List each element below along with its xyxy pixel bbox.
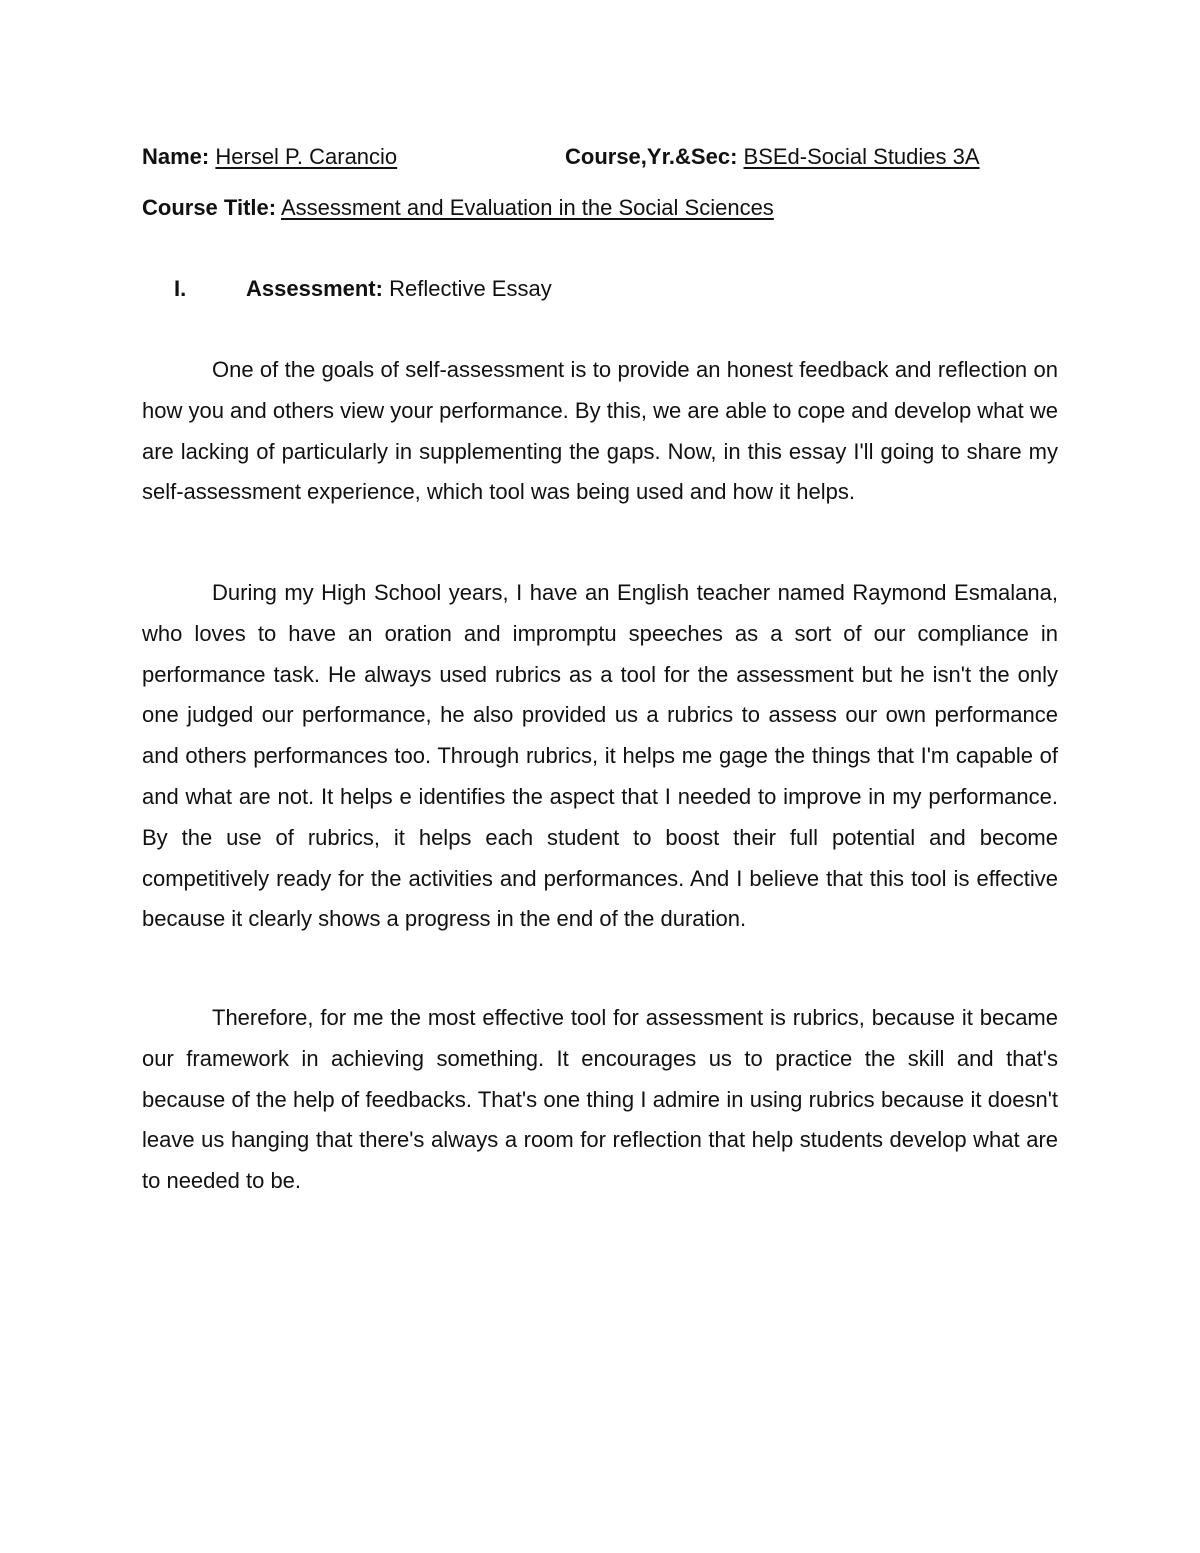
course-line: [565, 144, 980, 170]
section-value: Reflective Essay: [382, 276, 552, 301]
paragraph-2: During my High School years, I have an English teacher named Raymond Esmalana, who loves to have an oration and impromptu speeches as a sort of our compliance in performance task. He always used rubrics as a tool for the assessment but he isn't the only one judged our performance, he also provided us a rubrics to assess our own performance and others performances too. Through rubrics, it helps me gage the things that I'm capable of and what are not. It helps e identifies the aspect that I needed to improve in my performance. By the use of rubrics, it helps each student to boost their full potential and become competitively ready for the activities and performances. And I believe that this tool is effective because it clearly shows a progress in the end of the duration.: [142, 580, 1058, 932]
name-value: Hersel P. Carancio: [215, 144, 398, 169]
section-heading: [246, 276, 552, 302]
course-label: Course,Yr.&Sec:: [565, 144, 738, 169]
course-title-value: Assessment and Evaluation in the Social Sciences: [280, 195, 774, 220]
paragraph-3: Therefore, for me the most effective tool for assessment is rubrics, because it became our framework in achieving something. It encourages us to practice the skill and that's because of the help of feedbacks. That's one thing I admire in using rubrics because it doesn't leave us hanging that there's always a room for reflection that help students develop what are to needed to be.: [142, 1005, 1058, 1194]
name-line: [142, 144, 397, 170]
section-label: Assessment: [246, 276, 376, 301]
course-title-label: Course Title:: [142, 195, 277, 220]
section-number: I.: [174, 276, 187, 301]
section-colon: :: [375, 276, 383, 301]
course-value: BSEd-Social Studies 3A: [743, 144, 980, 169]
name-label: Name:: [142, 144, 210, 169]
paragraph-1: One of the goals of self-assessment is to provide an honest feedback and reflection on how you and others view your performance. By this, we are able to cope and develop what we are lacking of particularly in supplementing the gaps. Now, in this essay I'll going to share my self-assessment experience, which tool was being used and how it helps.: [142, 357, 1058, 505]
course-title-line: [142, 195, 774, 221]
